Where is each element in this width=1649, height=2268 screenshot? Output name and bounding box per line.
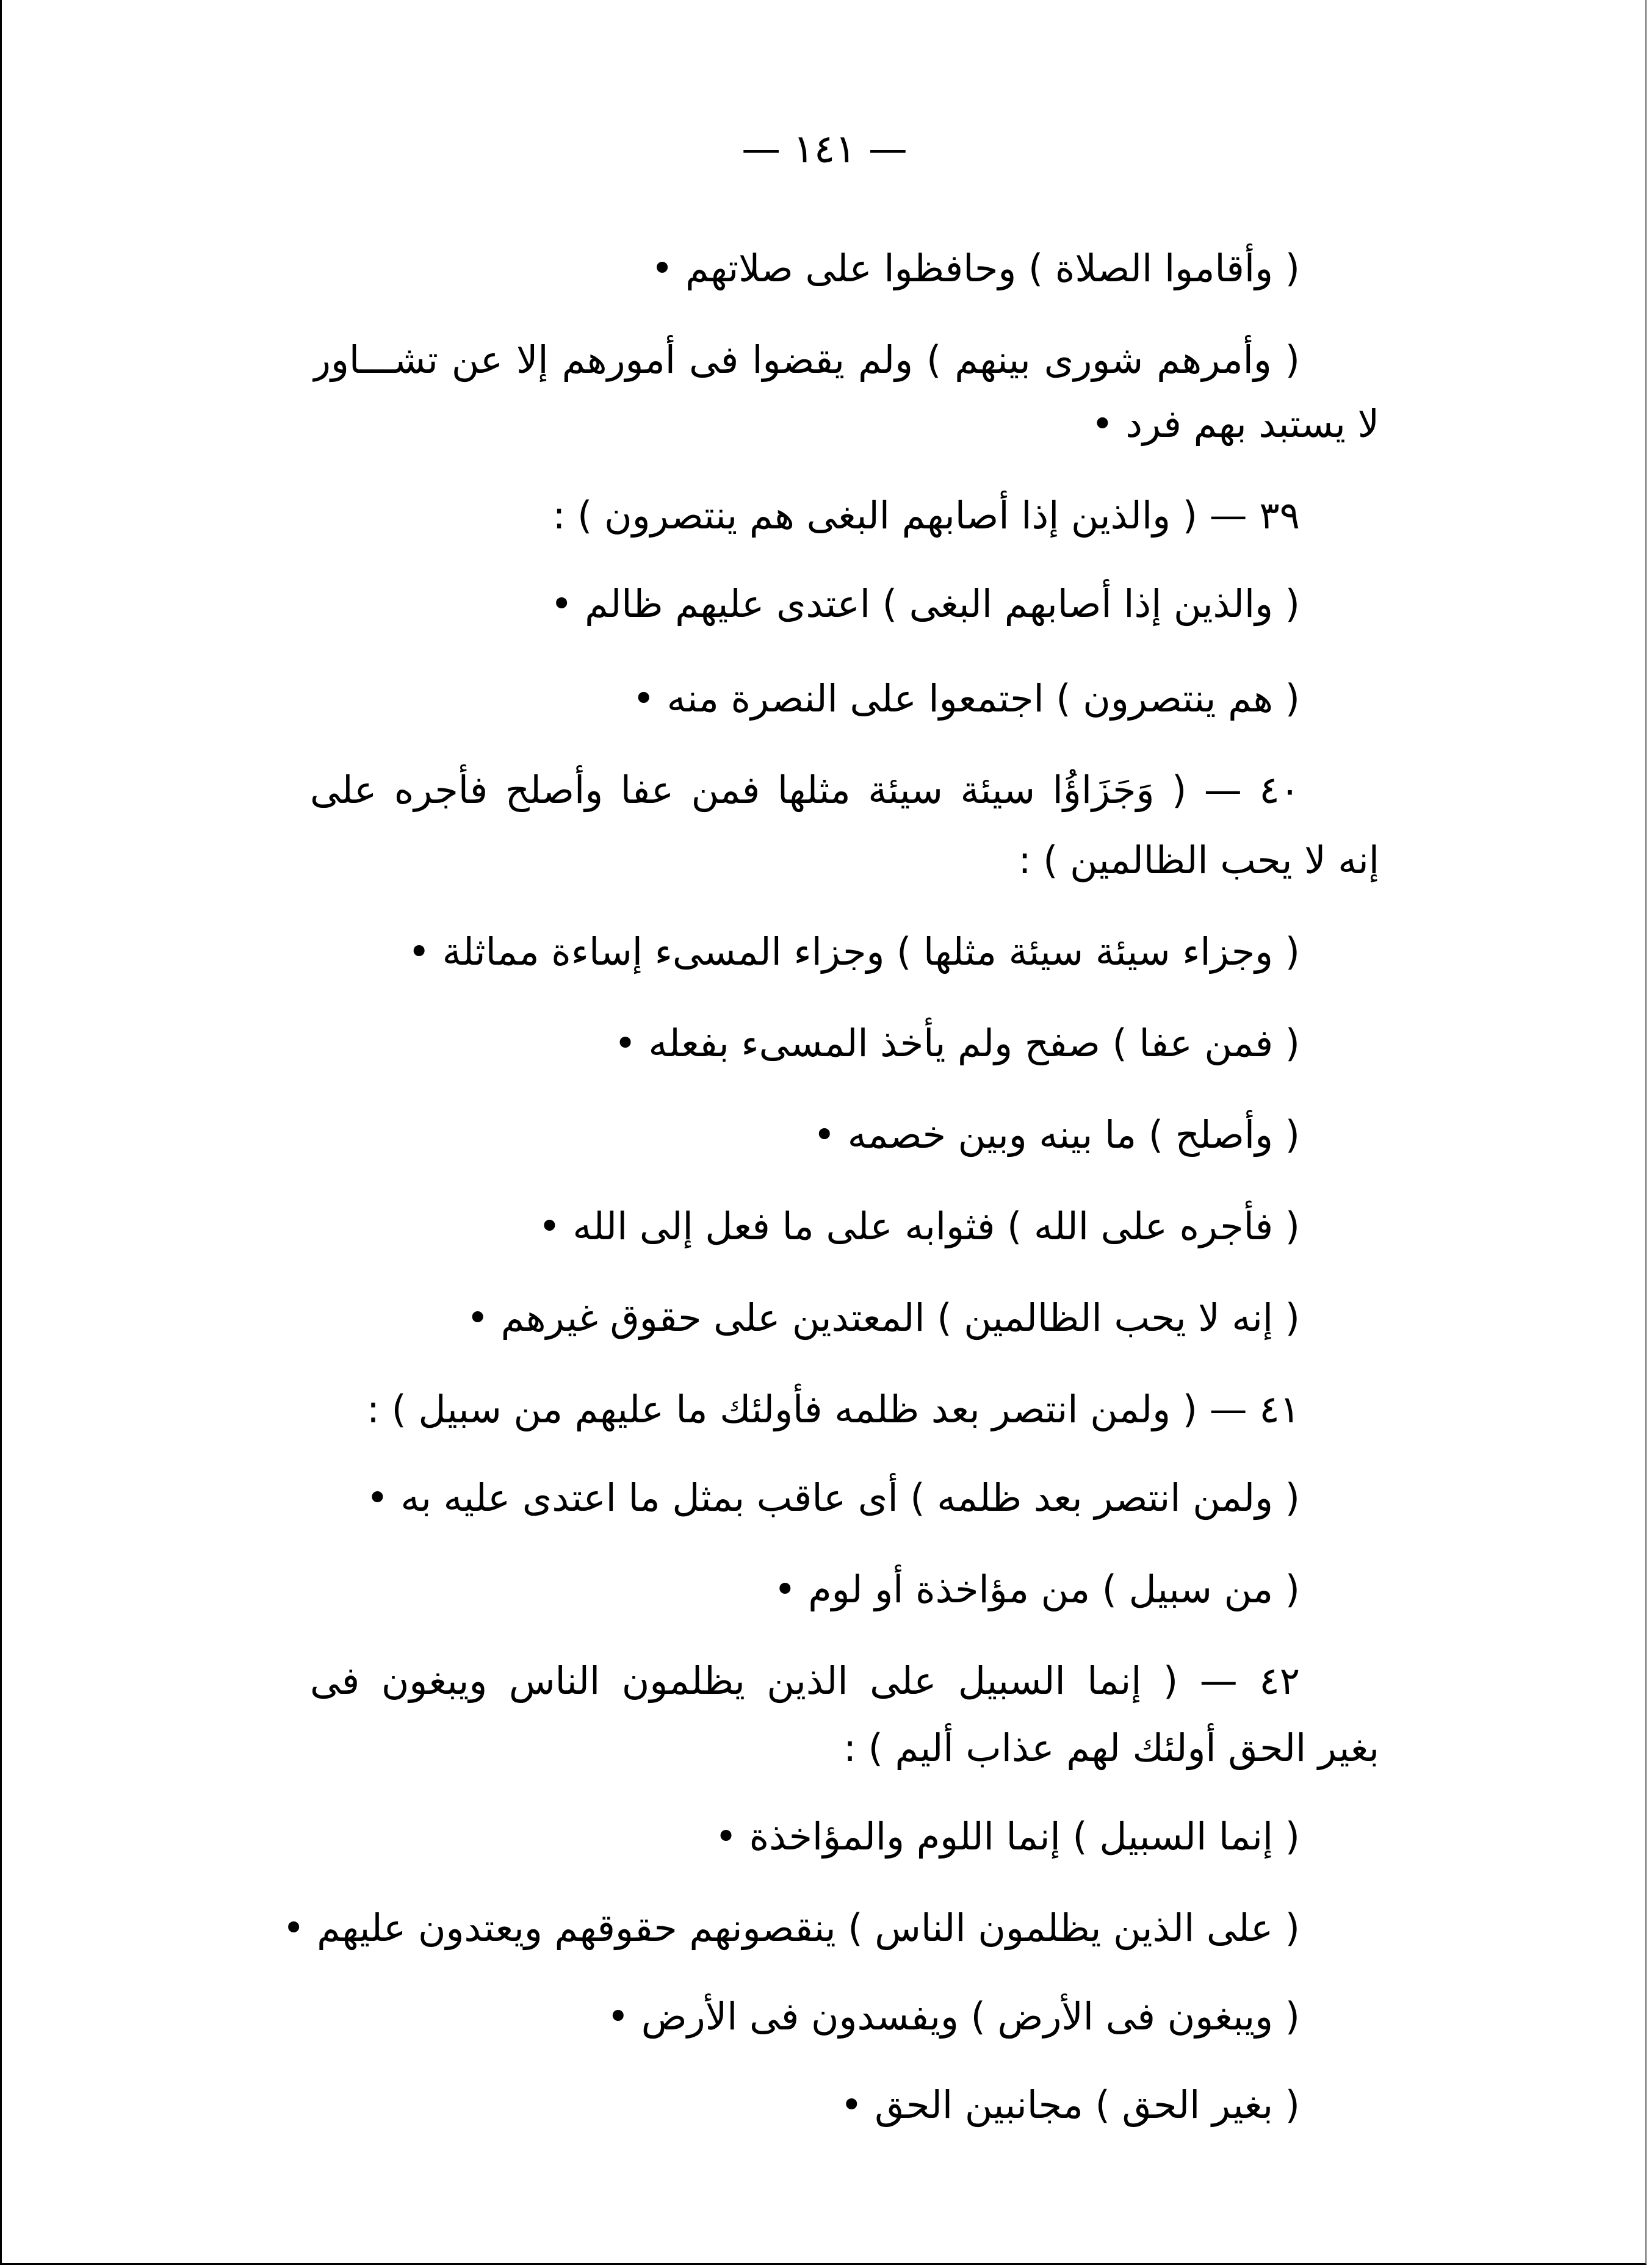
text-line-3: لا يستبد بهم فرد • — [1091, 401, 1379, 446]
text-line-16: ( من سبيل ) من مؤاخذة أو لوم • — [773, 1567, 1300, 1611]
text-line-11: ( وأصلح ) ما بينه وبين خصمه • — [813, 1112, 1300, 1157]
verse-39-heading: ٣٩ — ( والذين إذا أصابهم البغى هم ينتصرون ) : — [552, 493, 1300, 538]
text-line-6: ( هم ينتصرون ) اجتمعوا على النصرة منه • — [632, 676, 1300, 721]
text-line-2: ( وأمرهم شورى بينهم ) ولم يقضوا فى أمورهم إلا عن تشـــاور — [312, 337, 1300, 382]
text-line-15: ( ولمن انتصر بعد ظلمه ) أى عاقب بمثل ما اعتدى عليه به • — [366, 1475, 1300, 1520]
text-line-5: ( والذين إذا أصابهم البغى ) اعتدى عليهم ظالم • — [550, 581, 1300, 626]
text-line-1: ( وأقاموا الصلاة ) وحافظوا على صلاتهم • — [651, 246, 1300, 290]
text-line-13: ( إنه لا يحب الظالمين ) المعتدين على حقوق غيرهم • — [466, 1295, 1300, 1340]
text-line-19: ( إنما السبيل ) إنما اللوم والمؤاخذة • — [715, 1814, 1300, 1859]
verse-40-continuation: إنه لا يحب الظالمين ) : — [1018, 838, 1379, 882]
verse-40-heading: ٤٠ — ( وَجَزَاؤُا سيئة سيئة مثلها فمن عفا وأصلح فأجره على — [310, 768, 1300, 812]
text-line-20: ( على الذين يظلمون الناس ) ينقصونهم حقوقهم ويعتدون عليهم • — [282, 1906, 1300, 1950]
verse-41-heading: ٤١ — ( ولمن انتصر بعد ظلمه فأولئك ما عليهم من سبيل ) : — [367, 1387, 1300, 1431]
verse-42-continuation: بغير الحق أولئك لهم عذاب أليم ) : — [843, 1726, 1379, 1770]
text-line-21: ( ويبغون فى الأرض ) ويفسدون فى الأرض • — [607, 1994, 1300, 2039]
text-line-10: ( فمن عفا ) صفح ولم يأخذ المسىء بفعله • — [614, 1021, 1300, 1065]
text-line-12: ( فأجره على الله ) فثوابه على ما فعل إلى الله • — [538, 1204, 1300, 1248]
text-line-22: ( بغير الحق ) مجانبين الحق • — [840, 2083, 1300, 2127]
verse-42-heading: ٤٢ — ( إنما السبيل على الذين يظلمون الناس ويبغون فى — [310, 1658, 1300, 1703]
page-number: — ١٤١ — — [742, 127, 907, 172]
text-line-9: ( وجزاء سيئة سيئة مثلها ) وجزاء المسىء إساءة مماثلة • — [408, 929, 1300, 974]
